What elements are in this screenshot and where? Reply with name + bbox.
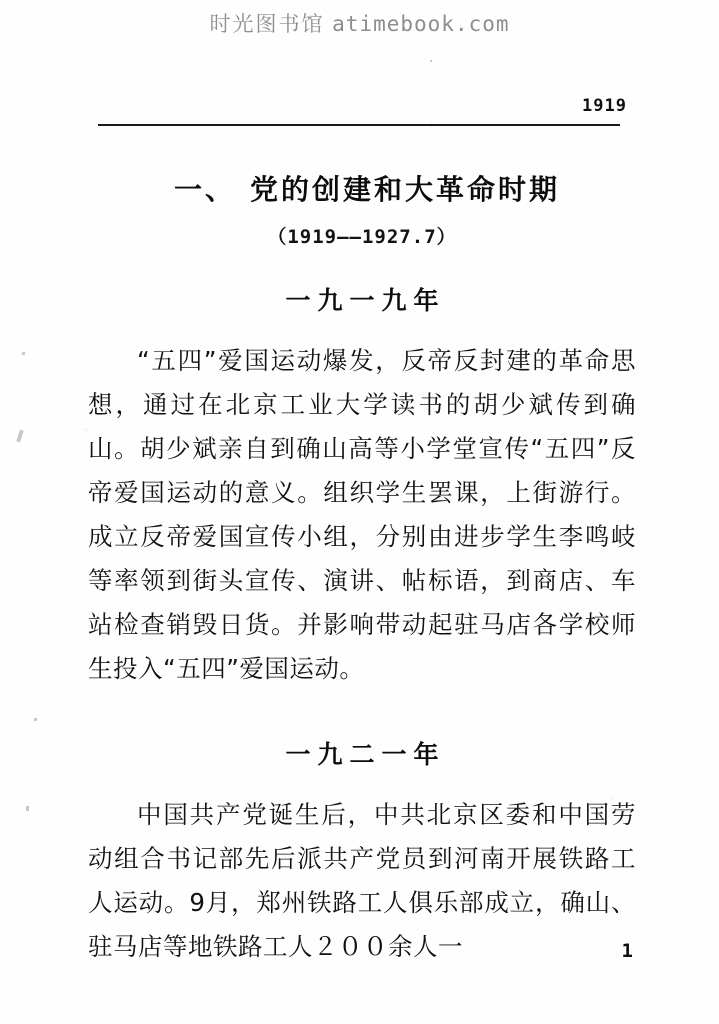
scan-artifact [34,718,37,721]
page-number: 1 [621,940,633,962]
scan-artifact [22,352,25,355]
scan-artifact [16,430,24,443]
running-head-year: 1919 [582,96,627,116]
watermark-chinese: 时光图书馆 [209,12,325,36]
header-rule [98,124,620,126]
chapter-date-range: （1919——1927.7） [267,226,457,248]
chapter-title [88,168,636,208]
chapter-title-text: 党的创建和大革命时期 [250,173,561,206]
section-heading-1919: 一九一九年 [285,286,446,315]
section-paragraph-1919: “五四”爱国运动爆发，反帝反封建的革命思想，通过在北京工业大学读书的胡少斌传到确山。胡少斌亲自到确山高等小学堂宣传“五四”反帝爱国运动的意义。组织学生罢课，上街游行。成立反帝爱国宣传小组，分别由进步学生李鸣岐等率领到街头宣传、演讲、帖标语，到商店、车站检查销毁日货。并影响带动起驻马店各学校师生投入“五四”爱国运动。 [88,346,636,683]
section-heading-1921: 一九二一年 [285,740,446,769]
watermark-latin: atimebook.com [332,12,510,36]
watermark [0,8,719,38]
chapter-number: 一、 [173,173,236,206]
scan-artifact [430,60,432,62]
scan-artifact [26,806,29,811]
section-paragraph-1921: 中国共产党诞生后，中共北京区委和中国劳动组合书记部先后派共产党员到河南开展铁路工人运动。9月，郑州铁路工人俱乐部成立，确山、驻马店等地铁路工人２００余人一 [88,800,636,961]
page-content [88,168,636,969]
